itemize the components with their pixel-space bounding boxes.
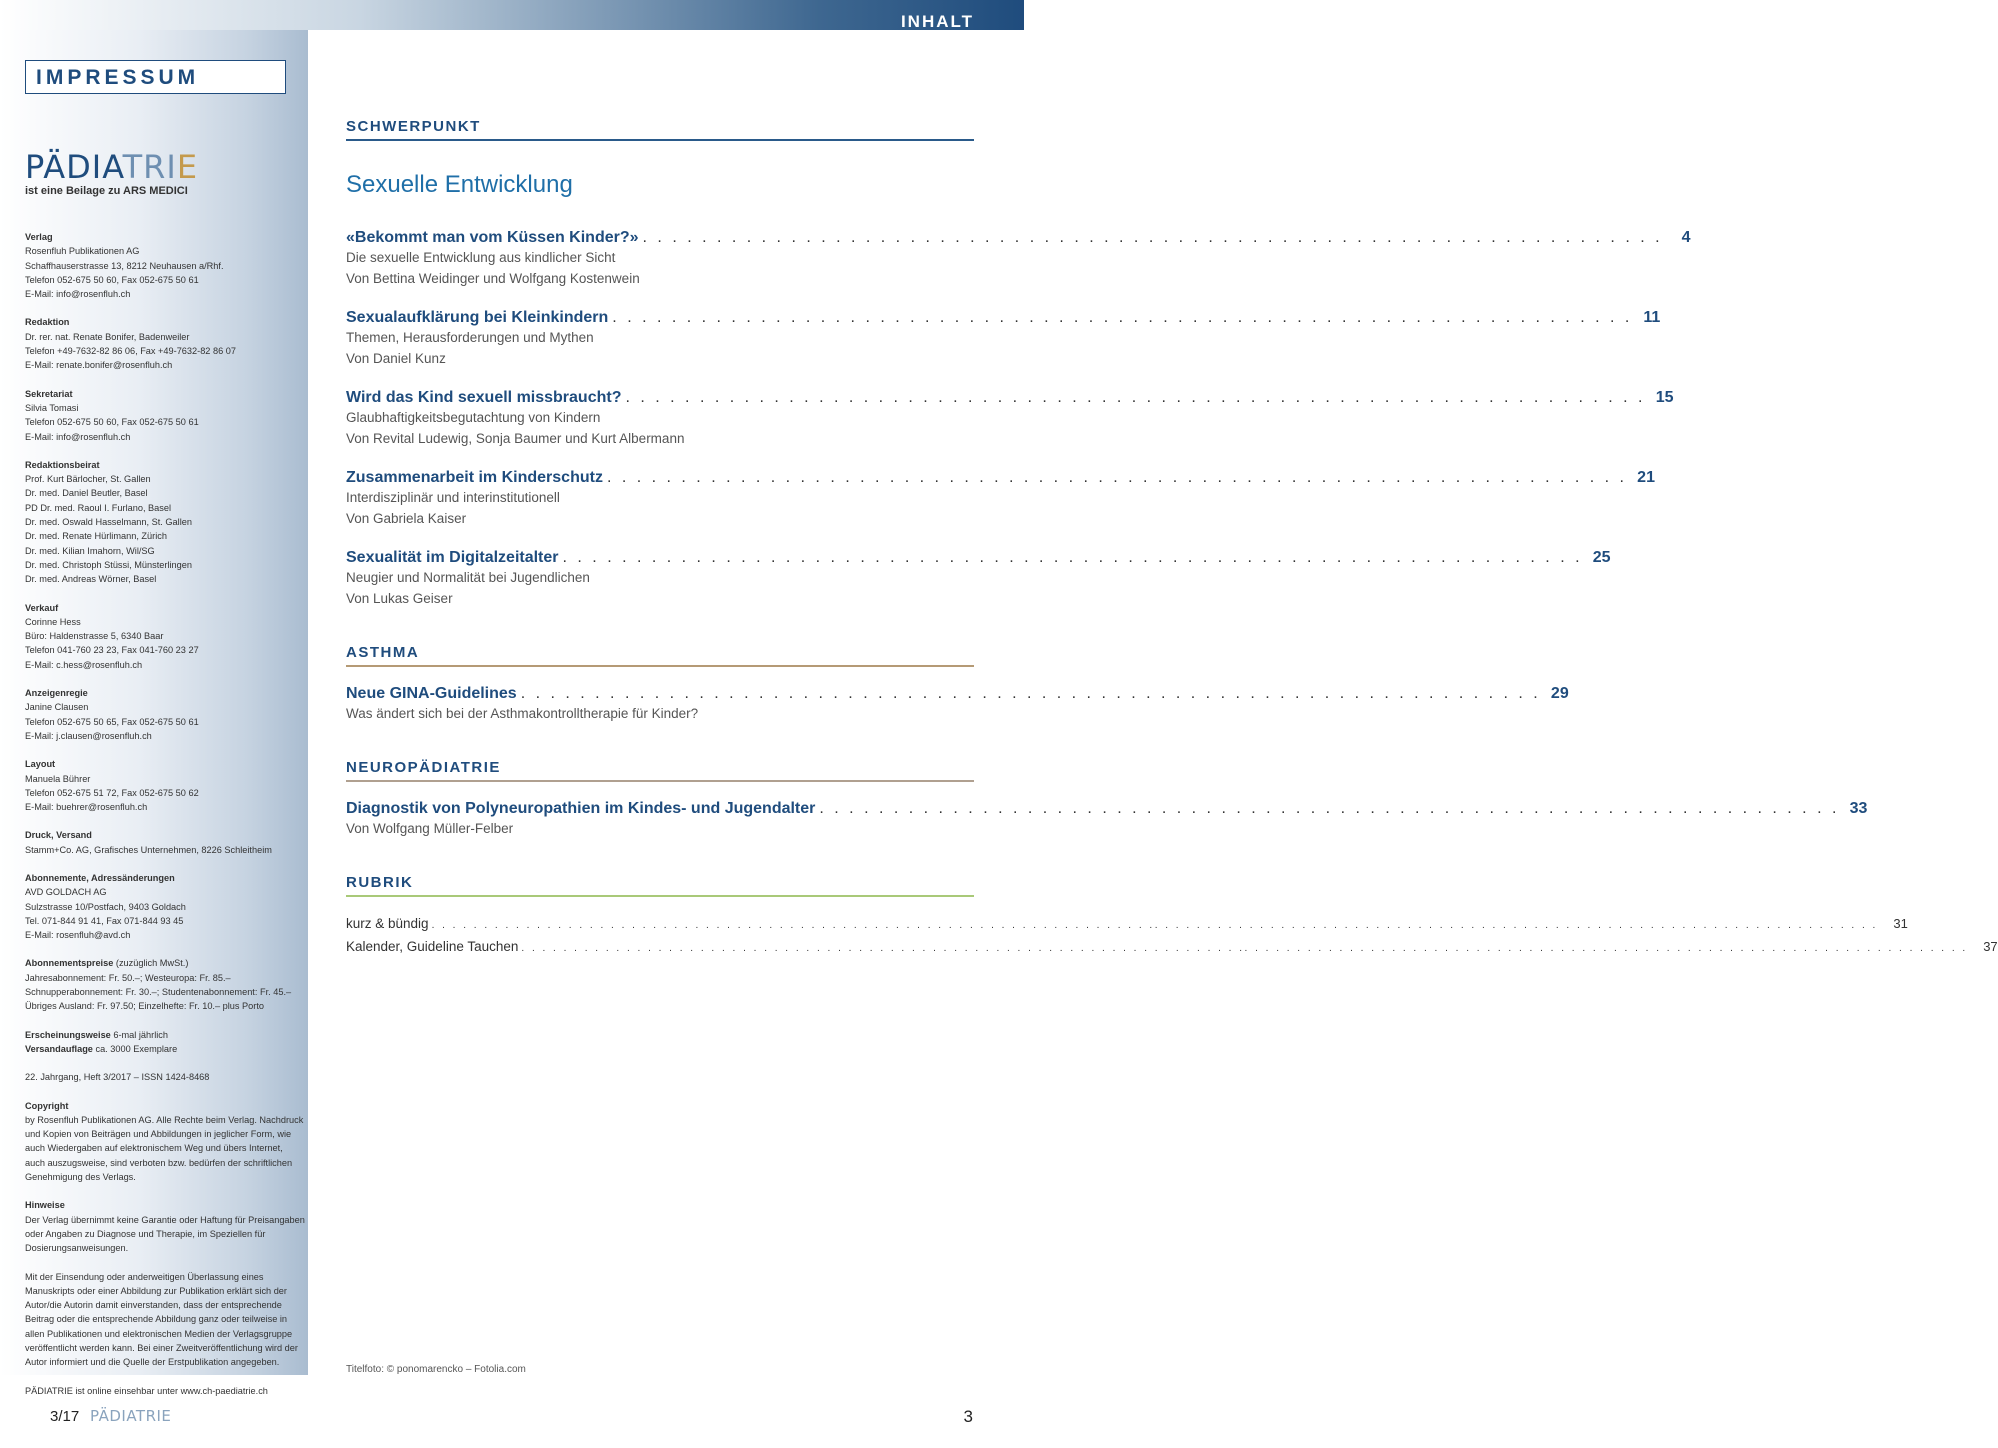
impressum-line: Dr. med. Kilian Imahorn, Wil/SG bbox=[25, 545, 155, 556]
impressum-line: PD Dr. med. Raoul I. Furlano, Basel bbox=[25, 502, 172, 513]
impressum-line: Telefon +49-7632-82 86 06, Fax +49-7632-82 86 07 bbox=[25, 346, 236, 357]
section-label: INHALT bbox=[900, 12, 974, 31]
toc-entry bbox=[346, 549, 1611, 609]
toc-entry-subtitle: Glaubhaftigkeitsbegutachtung von Kindern bbox=[346, 410, 601, 425]
toc-entry-page: 15 bbox=[1655, 389, 1674, 406]
impressum-block bbox=[25, 828, 305, 857]
toc-leader-dots: . . . . . . . . . . . . . . . . . . . . . . . . . . . . . . . . . . . . . . . . . . . . . . . . . . . . . . . . . . . . . . . . . . . . . bbox=[520, 685, 1541, 702]
impressum-sidebar bbox=[0, 30, 308, 1396]
impressum-line: Jahresabonnement: Fr. 50.–; Westeuropa: Fr. 85.– bbox=[25, 972, 231, 983]
impressum-block bbox=[25, 458, 305, 587]
impressum-line: E-Mail: info@rosenfluh.ch bbox=[25, 431, 131, 442]
toc-entry-subtitle: Themen, Herausforderungen und Mythen bbox=[346, 330, 594, 345]
impressum-line: Corinne Hess bbox=[25, 616, 81, 627]
toc-leader-dots: . . . . . . . . . . . . . . . . . . . . . . . . . . . . . . . . . . . . . . . . . . . . . . . . . . . . . . . . . . . . . . . . . . . . . bbox=[819, 800, 1840, 817]
toc-entry-page: 21 bbox=[1637, 469, 1655, 486]
impressum-line: Schnupperabonnement: Fr. 30.–; Studentenabonnement: Fr. 45.– bbox=[25, 987, 292, 998]
photo-caption: Titelfoto: © ponomarencko – Fotolia.com bbox=[346, 1364, 526, 1375]
toc-entry-title: Neue GINA-Guidelines bbox=[346, 685, 517, 702]
toc-entry-page: 29 bbox=[1550, 685, 1569, 702]
impressum-block bbox=[25, 315, 305, 372]
impressum-line: AVD GOLDACH AG bbox=[25, 887, 107, 898]
copyright-text: by Rosenfluh Publikationen AG. Alle Rechte beim Verlag. Nachdruck und Kopien von Beiträgen und Abbildungen in jeglicher Form, wie auch Wiedergaben auf elektronischem Weg und übers Internet, auch auszugsweise, sind verboten bzw. bedürfen der schriftlichen Genehmigung des Verlags. bbox=[25, 1114, 304, 1183]
impressum-heading: Verkauf bbox=[25, 602, 59, 613]
toc-entry-author: Von Lukas Geiser bbox=[346, 591, 453, 606]
toc-entry-page: 4 bbox=[1681, 229, 1691, 246]
online-note: PÄDIATRIE ist online einsehbar unter www.ch-paediatrie.ch bbox=[25, 1385, 268, 1396]
impressum-line: Telefon 052-675 51 72, Fax 052-675 50 62 bbox=[25, 787, 199, 798]
toc-entry-line bbox=[346, 229, 1691, 247]
toc-entry-title: «Bekommt man vom Küssen Kinder?» bbox=[346, 229, 639, 246]
impressum-line: Dr. med. Christoph Stüssi, Münsterlingen bbox=[25, 559, 192, 570]
impressum-block-erscheinung bbox=[25, 1028, 305, 1057]
asthma-entries bbox=[346, 685, 1569, 724]
rubrik-entry-page: 31 bbox=[1893, 916, 1908, 931]
toc-entry-title: Sexualität im Digitalzeitalter bbox=[346, 549, 559, 566]
impressum-line: E-Mail: rosenfluh@avd.ch bbox=[25, 930, 131, 941]
toc-entry bbox=[346, 800, 1868, 839]
footer-issue: 3/17 bbox=[50, 1408, 80, 1425]
toc-entry-line bbox=[346, 800, 1868, 818]
toc-entry-title: Zusammenarbeit im Kinderschutz bbox=[346, 469, 603, 486]
impressum-block bbox=[25, 871, 305, 942]
toc-entry bbox=[346, 469, 1655, 529]
toc-entry-title: Diagnostik von Polyneuropathien im Kindes- und Jugendalter bbox=[346, 800, 816, 817]
erscheinung-label: Erscheinungsweise bbox=[25, 1029, 111, 1040]
impressum-block bbox=[25, 601, 305, 672]
versandauflage-value: ca. 3000 Exemplare bbox=[92, 1043, 178, 1054]
impressum-line: E-Mail: buehrer@rosenfluh.ch bbox=[25, 802, 148, 813]
impressum-heading: Sekretariat bbox=[25, 388, 73, 399]
rubrik-entries bbox=[346, 913, 1998, 959]
section-heading-neuro: NEUROPÄDIATRIE bbox=[346, 759, 501, 776]
hinweis-text: Der Verlag übernimmt keine Garantie oder Haftung für Preisangaben oder Angaben zu Diagnose und Therapie, im Speziellen für Dosierungsanweisungen. bbox=[25, 1214, 305, 1254]
toc-entry-line bbox=[346, 549, 1611, 567]
logo-subtitle: ist eine Beilage zu ARS MEDICI bbox=[25, 185, 188, 197]
toc-entry-author: Von Wolfgang Müller-Felber bbox=[346, 821, 514, 836]
impressum-line: Dr. rer. nat. Renate Bonifer, Badenweiler bbox=[25, 331, 190, 342]
impressum-block bbox=[25, 686, 305, 743]
toc-entry-line bbox=[346, 389, 1674, 407]
section-heading-schwerpunkt: SCHWERPUNKT bbox=[346, 118, 481, 135]
section-heading-rubrik: RUBRIK bbox=[346, 874, 414, 891]
impressum-heading: Redaktion bbox=[25, 317, 70, 328]
section-rule-schwerpunkt bbox=[346, 139, 974, 141]
focus-title: Sexuelle Entwicklung bbox=[346, 171, 573, 198]
toc-entry-subtitle: Interdisziplinär und interinstitutionell bbox=[346, 490, 560, 505]
toc-leader-dots: . . . . . . . . . . . . . . . . . . . . . . . . . . . . . . . . . . . . . . . . . . . . . . . . . . . . . . . . . . . . . . . . . . . . .. . . . . . . . . . . . . . . . . . . . . . . . . . . . . . . . . . . . . . . . . . . . . . . . . . . . . . . . . . . . . . . . . . . . . bbox=[431, 920, 1878, 931]
toc-entry bbox=[346, 309, 1661, 369]
impressum-line: E-Mail: renate.bonifer@rosenfluh.ch bbox=[25, 360, 173, 371]
toc-entry-author: Von Gabriela Kaiser bbox=[346, 511, 467, 526]
logo-part-1: PÄDIA bbox=[25, 148, 123, 186]
impressum-heading: Abonnementspreise bbox=[25, 958, 114, 969]
toc-entry-subtitle: Neugier und Normalität bei Jugendlichen bbox=[346, 570, 590, 585]
impressum-line: Dr. med. Renate Hürlimann, Zürich bbox=[25, 531, 167, 542]
impressum-line: Manuela Bührer bbox=[25, 773, 91, 784]
hinweis-block bbox=[25, 1198, 305, 1255]
hinweis-heading: Hinweise bbox=[25, 1200, 65, 1211]
impressum-line: Telefon 041-760 23 23, Fax 041-760 23 27 bbox=[25, 645, 199, 656]
logo-part-3: E bbox=[176, 148, 199, 186]
impressum-line: Tel. 071-844 91 41, Fax 071-844 93 45 bbox=[25, 915, 184, 926]
toc-entry-title: Wird das Kind sexuell missbraucht? bbox=[346, 389, 622, 406]
toc-entry bbox=[346, 389, 1674, 449]
impressum-list bbox=[25, 230, 305, 1398]
impressum-line: Telefon 052-675 50 60, Fax 052-675 50 61 bbox=[25, 417, 199, 428]
impressum-line: Telefon 052-675 50 65, Fax 052-675 50 61 bbox=[25, 716, 199, 727]
rubrik-entry bbox=[346, 913, 1908, 936]
toc-leader-dots: . . . . . . . . . . . . . . . . . . . . . . . . . . . . . . . . . . . . . . . . . . . . . . . . . . . . . . . . . . . . . . . . . . . . . bbox=[606, 469, 1627, 486]
impressum-heading: Abonnemente, Adressänderungen bbox=[25, 872, 175, 883]
rubrik-entry-page: 37 bbox=[1983, 939, 1998, 954]
toc-entry-line bbox=[346, 685, 1569, 703]
impressum-line: Schaffhauserstrasse 13, 8212 Neuhausen a/Rhf. bbox=[25, 260, 224, 271]
impressum-line: Sulzstrasse 10/Postfach, 9403 Goldach bbox=[25, 901, 186, 912]
impressum-line: Übriges Ausland: Fr. 97.50; Einzelhefte: Fr. 10.– plus Porto bbox=[25, 1001, 265, 1012]
logo-part-2: TRI bbox=[122, 148, 177, 186]
impressum-line: Dr. med. Oswald Hasselmann, St. Gallen bbox=[25, 517, 192, 528]
impressum-line: E-Mail: j.clausen@rosenfluh.ch bbox=[25, 730, 152, 741]
impressum-heading: Druck, Versand bbox=[25, 830, 92, 841]
impressum-line: Dr. med. Andreas Wörner, Basel bbox=[25, 574, 157, 585]
copyright-block bbox=[25, 1099, 305, 1185]
table-of-contents bbox=[346, 118, 1998, 959]
impressum-heading-suffix: (zuzüglich MwSt.) bbox=[113, 958, 189, 969]
toc-leader-dots: . . . . . . . . . . . . . . . . . . . . . . . . . . . . . . . . . . . . . . . . . . . . . . . . . . . . . . . . . . . . . . . . . . . . .. . . . . . . . . . . . . . . . . . . . . . . . . . . . . . . . . . . . . . . . . . . . . . . . . . . . . . . . . . . . . . . . . . . . . bbox=[521, 943, 1968, 954]
impressum-block bbox=[25, 230, 305, 301]
toc-entry-line bbox=[346, 469, 1655, 487]
impressum-heading: Layout bbox=[25, 759, 56, 770]
impressum-line: E-Mail: info@rosenfluh.ch bbox=[25, 289, 131, 300]
toc-entry-subtitle: Was ändert sich bei der Asthmakontrolltherapie für Kinder? bbox=[346, 706, 699, 721]
impressum-line: Janine Clausen bbox=[25, 702, 89, 713]
impressum-title-box bbox=[25, 60, 286, 94]
toc-entry bbox=[346, 229, 1691, 289]
rubrik-entry-title: Kalender, Guideline Tauchen bbox=[346, 939, 519, 954]
impressum-line: Prof. Kurt Bärlocher, St. Gallen bbox=[25, 474, 151, 485]
footer-logo: PÄDIATRIE bbox=[90, 1407, 172, 1425]
impressum-line: Silvia Tomasi bbox=[25, 402, 79, 413]
einsendung-text: Mit der Einsendung oder anderweitigen Überlassung eines Manuskripts oder einer Abbildung zur Publikation erklärt sich der Autor/die Autorin damit einverstanden, dass der entsprechende Beitrag oder die entsprechende Abbildung ganz oder teilweise in allen Publikationen und elektronischen Medien der Verlagsgruppe veröffentlicht werden kann. Bei einer Zweitveröffentlichung wird der Autor informiert und die Quelle der Erstpublikation angegeben. bbox=[25, 1271, 298, 1368]
impressum-line: Telefon 052-675 50 60, Fax 052-675 50 61 bbox=[25, 274, 199, 285]
section-heading-asthma: ASTHMA bbox=[346, 644, 420, 661]
paediatrie-logo bbox=[25, 148, 198, 186]
rubrik-entry-title: kurz & bündig bbox=[346, 916, 429, 931]
toc-leader-dots: . . . . . . . . . . . . . . . . . . . . . . . . . . . . . . . . . . . . . . . . . . . . . . . . . . . . . . . . . . . . . . . . . . . . . bbox=[562, 549, 1583, 566]
versandauflage-line bbox=[25, 1042, 305, 1056]
versandauflage-label: Versandauflage bbox=[25, 1043, 93, 1054]
erscheinung-line bbox=[25, 1028, 305, 1042]
toc-leader-dots: . . . . . . . . . . . . . . . . . . . . . . . . . . . . . . . . . . . . . . . . . . . . . . . . . . . . . . . . . . . . . . . . . . . . . bbox=[625, 389, 1646, 406]
impressum-block bbox=[25, 387, 305, 444]
impressum-line: Rosenfluh Publikationen AG bbox=[25, 246, 140, 257]
toc-entry-author: Von Revital Ludewig, Sonja Baumer und Kurt Albermann bbox=[346, 431, 685, 446]
impressum-heading: Redaktionsbeirat bbox=[25, 459, 100, 470]
neuro-entries bbox=[346, 800, 1868, 839]
impressum-heading: Anzeigenregie bbox=[25, 688, 88, 699]
copyright-heading: Copyright bbox=[25, 1100, 69, 1111]
footer-page-number: 3 bbox=[963, 1407, 973, 1426]
toc-leader-dots: . . . . . . . . . . . . . . . . . . . . . . . . . . . . . . . . . . . . . . . . . . . . . . . . . . . . . . . . . . . . . . . . . . . . . bbox=[612, 309, 1633, 326]
rubrik-entry bbox=[346, 936, 1998, 959]
toc-leader-dots: . . . . . . . . . . . . . . . . . . . . . . . . . . . . . . . . . . . . . . . . . . . . . . . . . . . . . . . . . . . . . . . . . . . . . bbox=[642, 229, 1663, 246]
toc-entry-author: Von Bettina Weidinger und Wolfgang Kostenwein bbox=[346, 271, 640, 286]
impressum-line: Büro: Haldenstrasse 5, 6340 Baar bbox=[25, 631, 164, 642]
toc-entry bbox=[346, 685, 1569, 724]
toc-entry-author: Von Daniel Kunz bbox=[346, 351, 446, 366]
impressum-line: E-Mail: c.hess@rosenfluh.ch bbox=[25, 659, 143, 670]
impressum-block bbox=[25, 757, 305, 814]
impressum-title: IMPRESSUM bbox=[36, 66, 200, 89]
toc-entry-page: 33 bbox=[1849, 800, 1868, 817]
toc-entry-line bbox=[346, 309, 1661, 327]
toc-entry-title: Sexualaufklärung bei Kleinkindern bbox=[346, 309, 609, 326]
impressum-line: Stamm+Co. AG, Grafisches Unternehmen, 8226 Schleitheim bbox=[25, 844, 272, 855]
impressum-line: Dr. med. Daniel Beutler, Basel bbox=[25, 488, 148, 499]
impressum-block bbox=[25, 956, 305, 1013]
jahrgang-line: 22. Jahrgang, Heft 3/2017 – ISSN 1424-8468 bbox=[25, 1072, 210, 1083]
schwerpunkt-entries bbox=[346, 229, 1691, 609]
top-color-band bbox=[0, 0, 1024, 30]
toc-entry-page: 25 bbox=[1592, 549, 1611, 566]
toc-entry-page: 11 bbox=[1643, 309, 1661, 326]
erscheinung-value: 6-mal jährlich bbox=[110, 1029, 168, 1040]
toc-entry-subtitle: Die sexuelle Entwicklung aus kindlicher Sicht bbox=[346, 250, 616, 265]
impressum-heading: Verlag bbox=[25, 232, 53, 242]
